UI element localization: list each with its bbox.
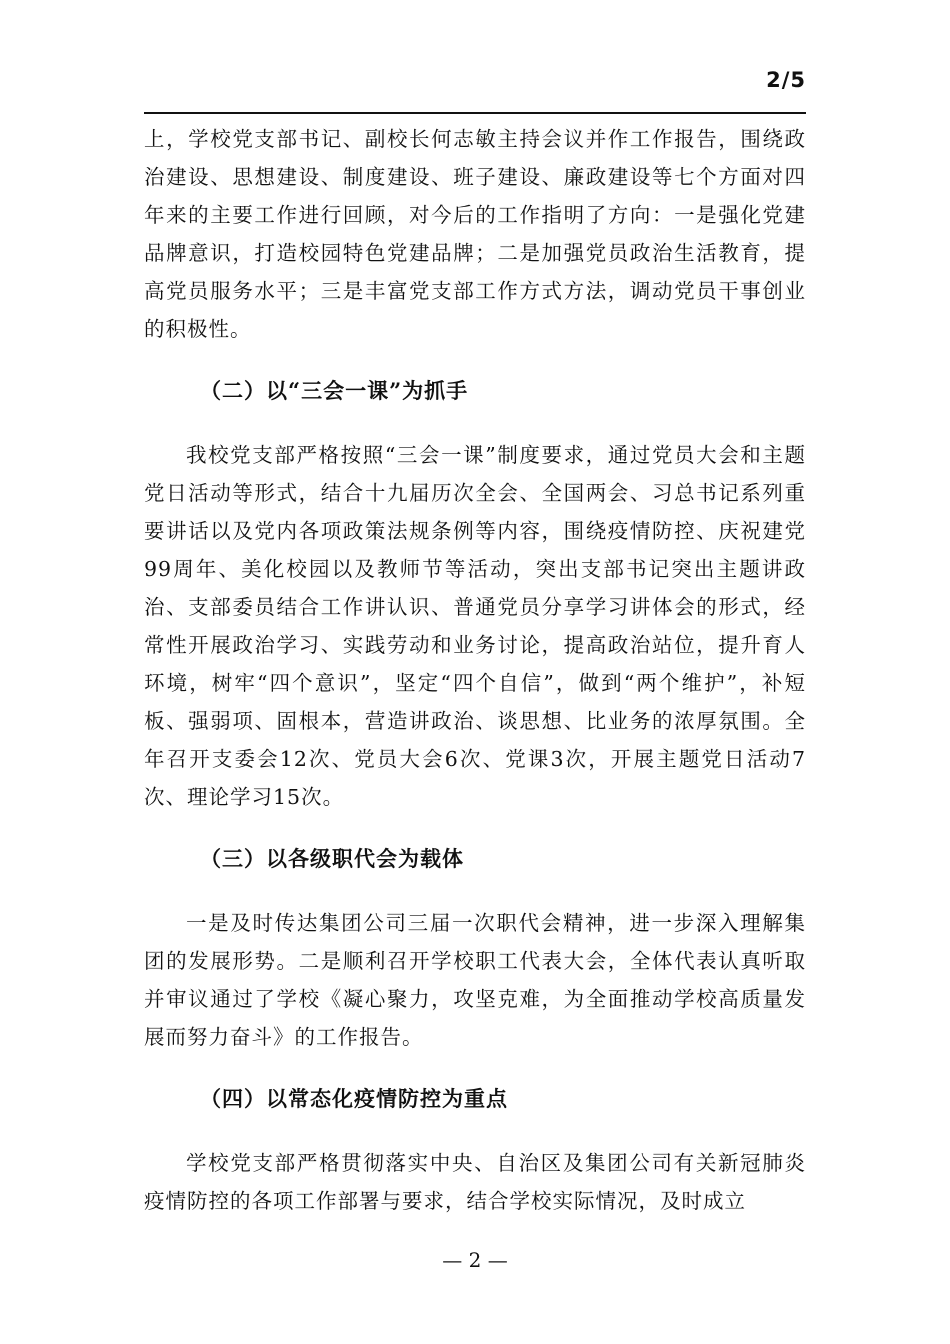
- paragraph-3: 一是及时传达集团公司三届一次职代会精神，进一步深入理解集团的发展形势。二是顺利召开学校职工代表大会，全体代表认真听取并审议通过了学校《凝心聚力，攻坚克难，为全面推动学校高质量发展而努力奋斗》的工作报告。: [144, 911, 806, 1049]
- paragraph-2: 我校党支部严格按照“三会一课”制度要求，通过党员大会和主题党日活动等形式，结合十九届历次全会、全国两会、习总书记系列重要讲话以及党内各项政策法规条例等内容，围绕疫情防控、庆祝建党99周年、美化校园以及教师节等活动，突出支部书记突出主题讲政治、支部委员结合工作讲认识、普通党员分享学习讲体会的形式，经常性开展政治学习、实践劳动和业务讨论，提高政治站位，提升育人环境，树牢“四个意识”，坚定“四个自信”，做到“两个维护”，补短板、强弱项、固根本，营造讲政治、谈思想、比业务的浓厚氛围。全年召开支委会12次、党员大会6次、党课3次，开展主题党日活动7次、理论学习15次。: [144, 443, 806, 809]
- section-heading-4: （四）以常态化疫情防控为重点: [200, 1086, 508, 1111]
- section-heading-3: （三）以各级职代会为载体: [200, 846, 464, 871]
- page-indicator: 2/5: [766, 68, 806, 92]
- document-body: [144, 120, 806, 1220]
- paragraph-1: 上，学校党支部书记、副校长何志敏主持会议并作工作报告，围绕政治建设、思想建设、制度建设、班子建设、廉政建设等七个方面对四年来的主要工作进行回顾，对今后的工作指明了方向：一是强化党建品牌意识，打造校园特色党建品牌；二是加强党员政治生活教育，提高党员服务水平；三是丰富党支部工作方式方法，调动党员干事创业的积极性。: [144, 127, 806, 341]
- section-heading-2: （二）以“三会一课”为抓手: [200, 378, 469, 403]
- page-footer-number: — 2 —: [442, 1248, 508, 1272]
- header-rule: [144, 112, 806, 114]
- paragraph-4: 学校党支部严格贯彻落实中央、自治区及集团公司有关新冠肺炎疫情防控的各项工作部署与要求，结合学校实际情况，及时成立: [144, 1151, 806, 1213]
